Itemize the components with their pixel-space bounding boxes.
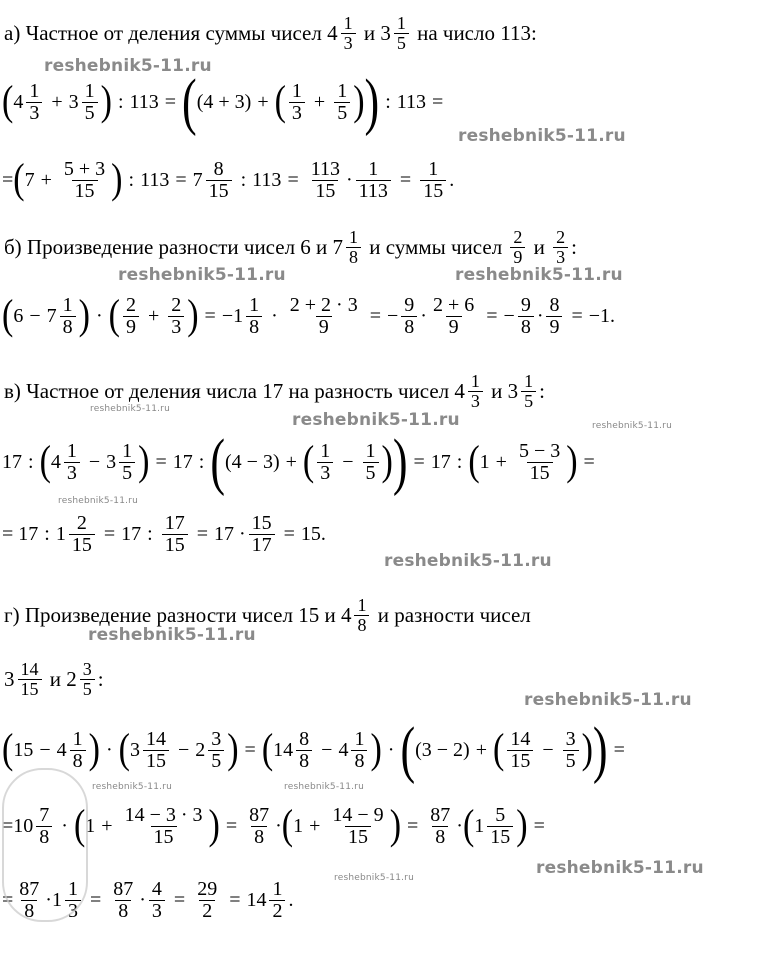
- task-v-title: в) Частное от деления числа 17 на разность чисел 4 $\frac{1}{3}$ и 3 $\frac{1}{5}$ :: [4, 371, 545, 411]
- task-g-line-3: = $\frac{87}{8}$ · 1 $\frac{1}{3}$ = $\frac{87}{8}$ · $\frac{4}{3}$ = $\frac{29}{2}$ = 14 $\frac{1}{2}$ .: [2, 877, 294, 922]
- watermark: reshebnik5-11.ru: [92, 782, 172, 792]
- watermark: reshebnik5-11.ru: [58, 496, 138, 506]
- task-g-line-1: ( 15 − 4 $\frac{1}{8}$ ) · ( 3 $\frac{14}{15}$ − 2 $\frac{3}{5}$ ) = ( 14 $\frac{8}{8}$ − 4 $\frac{1}{8}$ ) · ( (3 − 2) + ( $\frac{14}{15}$ − $\frac{3}{5}$ ) ) =: [2, 713, 625, 785]
- watermark: reshebnik5-11.ru: [592, 421, 672, 431]
- watermark: reshebnik5-11.ru: [88, 625, 256, 645]
- task-v-line-2: = 17 : 1 $\frac{2}{15}$ = 17 : $\frac{17}{15}$ = 17 · $\frac{15}{17}$ = 15.: [2, 511, 326, 556]
- watermark: reshebnik5-11.ru: [118, 265, 286, 285]
- task-b-line-1: ( 6 − 7 $\frac{1}{8}$ ) · ( $\frac{2}{9}$ + $\frac{2}{3}$ ) = − 1 $\frac{1}{8}$ · $\frac{2 + 2 \cdot 3}{9}$ = − $\frac{9}{8}$ · $\frac{2 + 6}{9}$ = − $\frac{9}{8}$ · $\frac{8}{9}$ = −1.: [2, 292, 616, 339]
- watermark: reshebnik5-11.ru: [384, 551, 552, 571]
- copyright-seal: [2, 768, 88, 922]
- task-g-title-2: 3 $\frac{14}{15}$ и 2 $\frac{3}{5}$ :: [4, 659, 104, 699]
- watermark: reshebnik5-11.ru: [90, 404, 170, 414]
- task-b-title: б) Произведение разности чисел 6 и 7 $\frac{1}{8}$ и суммы чисел $\frac{2}{9}$ и $\frac{2}{3}$ :: [4, 227, 578, 267]
- watermark: reshebnik5-11.ru: [524, 690, 692, 710]
- watermark: reshebnik5-11.ru: [44, 56, 212, 76]
- task-a-line-2: = ( 7 + $\frac{5 + 3}{15}$ ) : 113 = 7 $\frac{8}{15}$ : 113 = $\frac{113}{15}$ · $\frac{1}{113}$ = $\frac{1}{15}$ .: [2, 156, 455, 203]
- watermark: reshebnik5-11.ru: [458, 126, 626, 146]
- task-g-line-2: = 10 $\frac{7}{8}$ · ( 1 + $\frac{14 - 3 \cdot 3}{15}$ ) = $\frac{87}{8}$ · ( 1 + $\frac{14 - 9}{15}$ ) = $\frac{87}{8}$ · ( 1 $\frac{5}{15}$ ) =: [2, 802, 545, 849]
- task-a-line-1: ( 4 $\frac{1}{3}$ + 3 $\frac{1}{5}$ ) : 113 = ( (4 + 3) + ( $\frac{1}{3}$ + $\frac{1}{5}$ ) ) : 113 =: [2, 65, 444, 137]
- watermark: reshebnik5-11.ru: [334, 873, 414, 883]
- task-a-title: а) Частное от деления суммы чисел 4 $\frac{1}{3}$ и 3 $\frac{1}{5}$ на число 113:: [4, 13, 537, 53]
- watermark: reshebnik5-11.ru: [536, 858, 704, 878]
- watermark: reshebnik5-11.ru: [292, 410, 460, 430]
- watermark: reshebnik5-11.ru: [284, 782, 364, 792]
- watermark: reshebnik5-11.ru: [455, 265, 623, 285]
- task-v-line-1: 17 : ( 4 $\frac{1}{3}$ − 3 $\frac{1}{5}$ ) = 17 : ( (4 − 3) + ( $\frac{1}{3}$ − $\frac{1}{5}$ ) ) = 17 : ( 1 + $\frac{5 - 3}{15}$ ) =: [2, 425, 595, 497]
- task-g-title: г) Произведение разности чисел 15 и 4 $\frac{1}{8}$ и разности чисел: [4, 595, 531, 635]
